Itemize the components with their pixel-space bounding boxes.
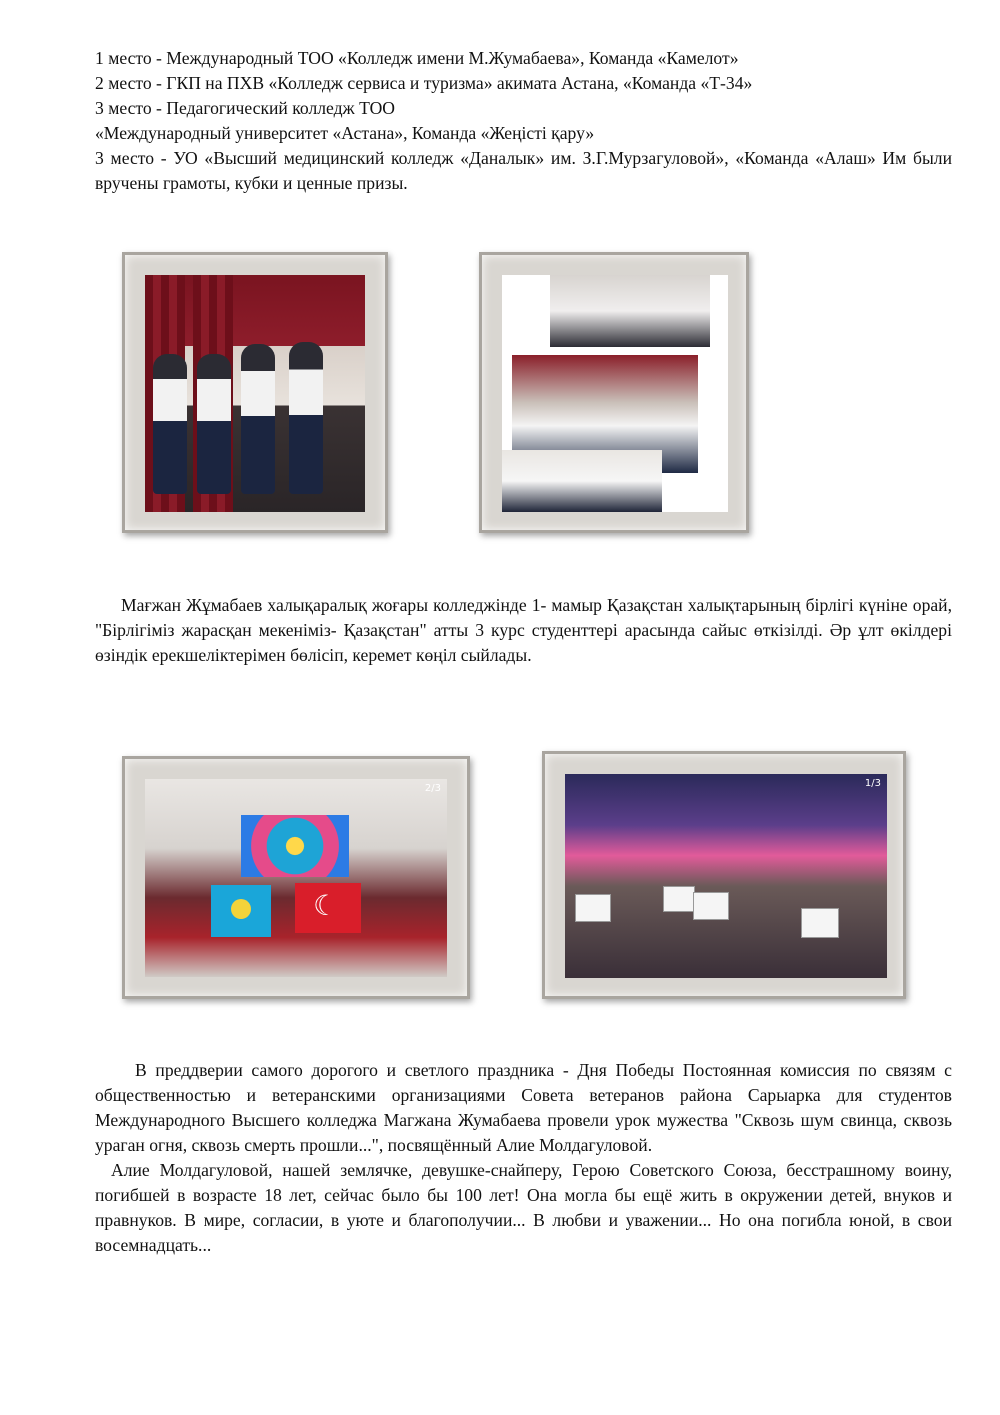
collage-tile bbox=[550, 275, 710, 347]
award-line-5: 3 место - УО «Высший медицинский колледж «Даналык» им. З.Г.Мурзагуловой», «Команда «Алаш» Им были вручены грамоты, кубки и ценные призы. bbox=[95, 148, 952, 193]
slide-counter: 2/3 bbox=[424, 783, 441, 794]
victory-day-section bbox=[95, 1058, 952, 1258]
awards-list bbox=[95, 46, 952, 196]
certificate bbox=[693, 892, 729, 920]
kazakh-paragraph bbox=[95, 593, 952, 668]
certificate bbox=[575, 894, 611, 922]
award-line-2: 2 место - ГКП на ПХВ «Колледж сервиса и туризма» акимата Астана, «Команда «Т-34» bbox=[95, 73, 753, 93]
person-figure bbox=[289, 342, 323, 494]
award-line-1: 1 место - Международный ТОО «Колледж имени М.Жумабаева», Команда «Камелот» bbox=[95, 48, 739, 68]
photo-frame-flags bbox=[122, 756, 470, 999]
photo-frame-certificates bbox=[542, 751, 906, 999]
photo-collage-handshake bbox=[502, 275, 728, 512]
certificate bbox=[801, 908, 839, 938]
event-screen bbox=[241, 815, 349, 877]
photo-frame-collage bbox=[479, 252, 749, 533]
photo-awards-ceremony bbox=[145, 275, 365, 512]
person-figure bbox=[153, 354, 187, 494]
kazakhstan-flag-icon bbox=[211, 885, 271, 937]
photo-frame-awards bbox=[122, 252, 388, 533]
slide-counter: 1/3 bbox=[864, 778, 881, 789]
kazakh-paragraph-text: Мағжан Жұмабаев халықаралық жоғары колледжінде 1- мамыр Қазақстан халықтарының бірлігі күніне орай, "Бірлігіміз жарасқан мекеніміз- Қазақстан" атты 3 курс студенттері арасында сайыс өткізілді. Әр ұлт өкілдері өзіндік ерекшеліктерімен бөлісіп, керемет көңіл сыйлады. bbox=[95, 595, 952, 665]
award-line-3: 3 место - Педагогический колледж ТОО bbox=[95, 98, 396, 118]
photo-group-flags bbox=[145, 779, 447, 977]
collage-tile bbox=[502, 450, 662, 512]
moldagulova-paragraph: Алие Молдагуловой, нашей землячке, девушке-снайперу, Герою Советского Союза, бесстрашному воину, погибшей в возрасте 18 лет, сейчас было бы 100 лет! Она могла бы ещё жить в окружении детей, внуков и правнуков. В мире, согласии, в уюте и благополучии... В любви и уважении... Но она погибла юной, в свои восемнадцать... bbox=[95, 1160, 952, 1255]
certificate bbox=[663, 886, 695, 912]
victory-day-paragraph: В преддверии самого дорогого и светлого праздника - Дня Победы Постоянная комиссия по связям с общественностью и ветеранскими организациями Совета ветеранов района Сарыарка для студентов Международного Высшего колледжа Магжана Жумабаева провели урок мужества "Сквозь шум свинца, сквозь ураган огня, сквозь смерть прошли...", посвящённый Алие Молдагуловой. bbox=[95, 1060, 952, 1155]
turkey-flag-icon bbox=[295, 883, 361, 933]
award-line-4: «Международный университет «Астана», Команда «Жеңісті қару» bbox=[95, 123, 595, 143]
photo-group-certificates bbox=[565, 774, 887, 978]
person-figure bbox=[241, 344, 275, 494]
person-figure bbox=[197, 354, 231, 494]
